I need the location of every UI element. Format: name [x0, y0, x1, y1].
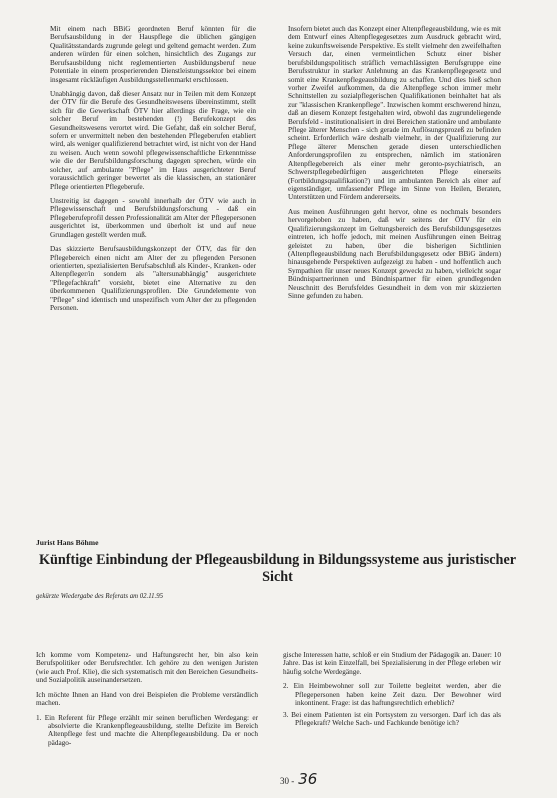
list-item: 3. Bei einem Patienten ist ein Portsystem zu versorgen. Darf ich das als Pflegekraft? Welche Sach- und Fachkunde benötige ich?: [283, 710, 501, 727]
lower-left-column: [36, 651, 258, 747]
author-line: Jurist Hans Böhme: [36, 538, 99, 547]
list-item: 2. Ein Heimbewohner soll zur Toilette begleitet werden, aber die Pflegepersonen haben keine Zeit dazu. Der Bewohner wird inkontinent. Frage: ist das haftungsrechtlich erheblich?: [283, 682, 501, 708]
upper-left-column: [50, 25, 256, 319]
paragraph: Das skizzierte Berufsausbildungskonzept der ÖTV, das für den Pflegebereich einen nicht am Alter der zu pflegenden Personen orientierten, spezialisierten Berufsabschluß als Kinder-, Kranken- oder Altenpfleger/in sondern als "altersunabhängig" ausgerichtete "Pflegefachkraft" vorsieht, bietet eine Alternative zu den überkommenen Qualifizierungsprofilen. Die Grundelemente von "Pflege" sind identisch und unspezifisch vom Alter der zu pflegenden Personen.: [50, 245, 256, 313]
paragraph: Aus meinen Ausführungen geht hervor, ohne es nochmals besonders hervorgehoben zu haben, daß wir seitens der ÖTV für ein Qualifizierungskonzept im Geltungsbereich des Berufsbildungsgesetzes eintreten, ich hoffe jedoch, mit meinen Ausführungen einen Beitrag geleistet zu haben, über die bisherigen Sichtlinien (Altenpflegeausbildung nach Berufsbildungsgesetz oder BBiG ändern) hinausgehende Perspektiven aufgezeigt zu haben - und hoffentlich auch Sympathien für unser neues Konzept geweckt zu haben, vielleicht sogar Bündnispartnerinnen und Bündnispartner für einen grundlegenden Neuschnitt des Berufsfeldes Gesundheit in dem von mir skizzierten Sinne gefunden zu haben.: [288, 207, 501, 301]
lower-right-column: [283, 651, 501, 730]
paragraph: Insofern bietet auch das Konzept einer Altenpflegeausbildung, wie es mit dem Entwurf eines Altenpflegegesetzes zum Ausdruck gebracht wird, keine zukunftsweisende Perspektive. Es stellt vielmehr den zweifelhaften Versuch dar, einen vermeintlichen Schutz einer bisher berufsbildungspolitisch sträflich vernachlässigten Berufsgruppe eine Berufsstruktur in starker Anlehnung an das Krankenpflegegesetz und somit eine Krankenpflegeausbildung zu schaffen. Und dies hieß schon vorher Zweifel aufkommen, da die Altenpflege schon immer mehr Schnittstellen zu sozialpflegerischen Qualifikationen beinhaltet hat als zur "klassischen Krankenpflege". Inzwischen kommt erschwerend hinzu, daß an diesem Konzept festgehalten wird, obwohl das zugrundeliegende Berufsfeld - institutionalisiert in drei Bereichen stationäre und ambulante Pflege älterer Menschen - sich gerade im Auflösungsprozeß zu befinden scheint. Erforderlich wäre deshalb vielmehr, in der Qualifizierung zur Pflege älterer Menschen gerade diesen unterschiedlichen Anforderungsprofilen zu entsprechen, nämlich im stationären Altenpflegebereich als einer mehr geronto-psychiatrisch, an Schwerstpflegebedürftigen ausgerichteten Pflege einerseits (Fortbildungsqualifikation?) und im ambulanten Bereich als einer auf eigenständiger, umfassender Pflege im Sinne von Heilen, Beraten, Unterstützen und Fördern andererseits.: [288, 25, 501, 202]
paragraph: Ich möchte Ihnen an Hand von drei Beispielen die Probleme verständlich machen.: [36, 690, 258, 708]
article-headline: Künftige Einbindung der Pflegeausbildung in Bildungssysteme aus juristischer Sicht: [38, 552, 517, 585]
page-number: [280, 770, 317, 788]
printed-page-number: 30 -: [280, 776, 295, 786]
paragraph: Ich komme vom Kompetenz- und Haftungsrecht her, bin also kein Berufspolitiker oder Berufsrechtler. Ich gehöre zu den wenigen Juristen (wie auch Prof. Klie), die sich systematisch mit den Bereichen Gesundheits- und Sozialpolitik auseinandersetzen.: [36, 651, 258, 685]
paragraph: Unabhängig davon, daß dieser Ansatz nur in Teilen mit dem Konzept der ÖTV für die Berufe des Gesundheitswesens übereinstimmt, stellt sich für die Gewerkschaft ÖTV hier allerdings die Frage, wie ein solcher Beruf im bestehenden (!) Berufekonzept des Gesundheitswesens verortet wird. Die Gefahr, daß ein solcher Beruf, sofern er unvermittelt neben den bestehenden Pflegeberufen etabliert wird, als weniger qualifizierend betrachtet wird, ist nicht von der Hand zu weisen. Auch wenn sowohl pflegewissenschaftliche Erkenntnisse wie die der Berufsbildungsforschung dagegen sprechen, würde ein solcher, auf ambulante "Pflege" im Haus ausgerichteter Beruf voraussichtlich geringer bewertet als die klassischen, an stationärer Pflege orientierten Pflegeberufe.: [50, 89, 256, 191]
article-subline: gekürzte Wiedergabe des Referats am 02.11.95: [36, 593, 164, 600]
paragraph: Mit einem nach BBiG geordneten Beruf könnten für die Berufsausbildung in der Hauspflege die üblichen gängigen Qualitätsstandards zugrunde gelegt und geltend gemacht werden. Zum anderen würden für einen solchen, hinsichtlich des Zugangs zur Berufsausbildung nicht reglementierten Ausbildungsberuf neue Potentiale in einem prosperierenden Dienstleistungssektor bei einem insgesamt rückläufigen Ausbildungsstellenmarkt erschlossen.: [50, 25, 256, 84]
paragraph: gische Interessen hatte, schloß er ein Studium der Pädagogik an. Dauer: 10 Jahre. Das ist kein Einzelfall, bei Spezialisierung in der Pflege erleben wir häufig solche Werdegänge.: [283, 651, 501, 676]
handwritten-page-number: 36: [298, 770, 318, 788]
paragraph: Unstreitig ist dagegen - sowohl innerhalb der ÖTV wie auch in Pflegewissenschaft und Berufsbildungsforschung - daß ein Pflegeberufeprofil dessen Professionalität am Alter der Pflegepersonen ausgerichtet ist, überkommen und überholt ist und auf neue Grundlagen gestellt werden muß.: [50, 197, 256, 239]
upper-right-column: [288, 25, 501, 307]
list-item: 1. Ein Referent für Pflege erzählt mir seinen beruflichen Werdegang: er absolvierte die Krankenpflegeausbildung, stellte Defizite im Bereich Altenpflege fest und machte die Altenpflegeausbildung. Da er noch pädago-: [36, 713, 258, 747]
